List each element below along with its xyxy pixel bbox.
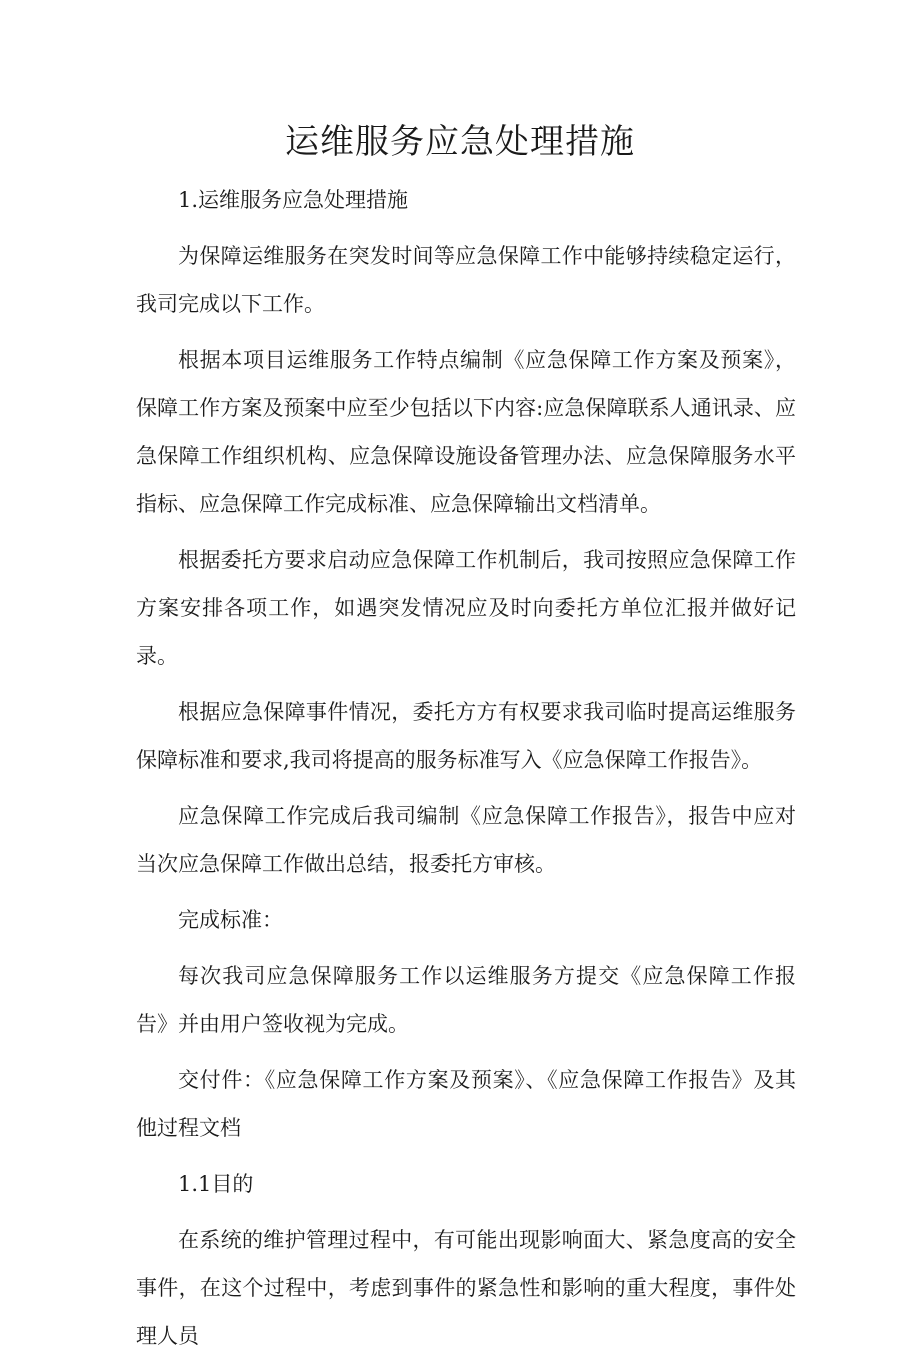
completion-standard-label: 完成标准： (178, 908, 283, 932)
deliverables-paragraph: 交付件：《应急保障工作方案及预案》、《应急保障工作报告》及其他过程文档 (136, 1068, 796, 1140)
section-heading-1: 1.运维服务应急处理措施 (178, 188, 409, 212)
section-heading-1-1: 1.1目的 (178, 1172, 254, 1196)
paragraph: 为保障运维服务在突发时间等应急保障工作中能够持续稳定运行，我司完成以下工作。 (136, 244, 796, 316)
paragraph: 在系统的维护管理过程中，有可能出现影响面大、紧急度高的安全事件，在这个过程中，考虑到事件的紧急性和影响的重大程度，事件处理人员 (136, 1228, 796, 1348)
document-title: 运维服务应急处理措施 (285, 122, 635, 162)
paragraph: 根据本项目运维服务工作特点编制《应急保障工作方案及预案》，保障工作方案及预案中应至少包括以下内容:应急保障联系人通讯录、应急保障工作组织机构、应急保障设施设备管理办法、应急保障服务水平指标、应急保障工作完成标准、应急保障输出文档清单。 (136, 348, 796, 516)
document-body (136, 176, 796, 1368)
paragraph: 每次我司应急保障服务工作以运维服务方提交《应急保障工作报告》并由用户签收视为完成。 (136, 964, 796, 1036)
paragraph: 根据应急保障事件情况，委托方方有权要求我司临时提高运维服务保障标准和要求,我司将提高的服务标准写入《应急保障工作报告》。 (136, 700, 796, 772)
paragraph: 根据委托方要求启动应急保障工作机制后，我司按照应急保障工作方案安排各项工作，如遇突发情况应及时向委托方单位汇报并做好记录。 (136, 548, 796, 668)
paragraph: 应急保障工作完成后我司编制《应急保障工作报告》，报告中应对当次应急保障工作做出总结，报委托方审核。 (136, 804, 796, 876)
